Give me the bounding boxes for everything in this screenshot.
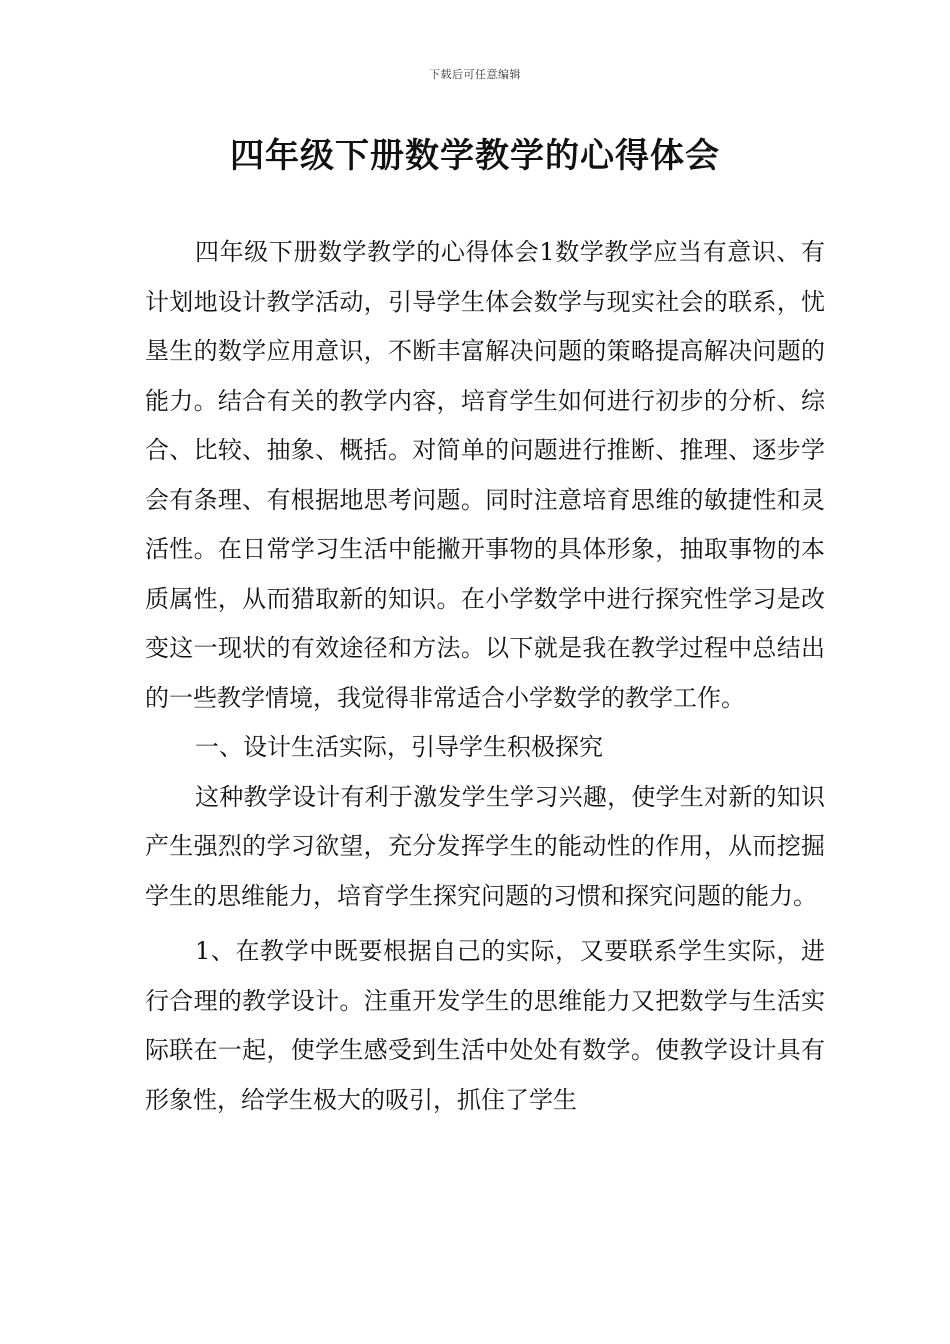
document-title: 四年级下册数学教学的心得体会 xyxy=(230,136,720,176)
section-heading-1: 一、设计生活实际，引导学生积极探究 xyxy=(195,733,603,761)
document-body xyxy=(145,228,825,1125)
paragraph-point-1: 1、在教学中既要根据自己的实际，又要联系学生实际，进行合理的教学设计。注重开发学生的思维能力又把数学与生活实际联在一起，使学生感受到生活中处处有数学。使教学设计具有形象性，给学生极大的吸引，抓住了学生 xyxy=(145,937,825,1114)
paragraph-intro: 四年级下册数学教学的心得体会1数学教学应当有意识、有计划地设计教学活动，引导学生体会数学与现实社会的联系，忧垦生的数学应用意识，不断丰富解决问题的策略提高解决问题的能力。结合有关的教学内容，培育学生如何进行初步的分析、综合、比较、抽象、概括。对简单的问题进行推断、推理、逐步学会有条理、有根据地思考问题。同时注意培育思维的敏捷性和灵活性。在日常学习生活中能撇开事物的具体形象，抽取事物的本质属性，从而猎取新的知识。在小学数学中进行探究性学习是改变这一现状的有效途径和方法。以下就是我在教学过程中总结出的一些教学情境，我觉得非常适合小学数学的教学工作。 xyxy=(145,238,825,712)
paragraph-section-1: 这种教学设计有利于激发学生学习兴趣，使学生对新的知识产生强烈的学习欲望，充分发挥学生的能动性的作用，从而挖掘学生的思维能力，培育学生探究问题的习惯和探究问题的能力。 xyxy=(145,782,825,910)
page-header-note: 下载后可任意编辑 xyxy=(429,68,521,81)
